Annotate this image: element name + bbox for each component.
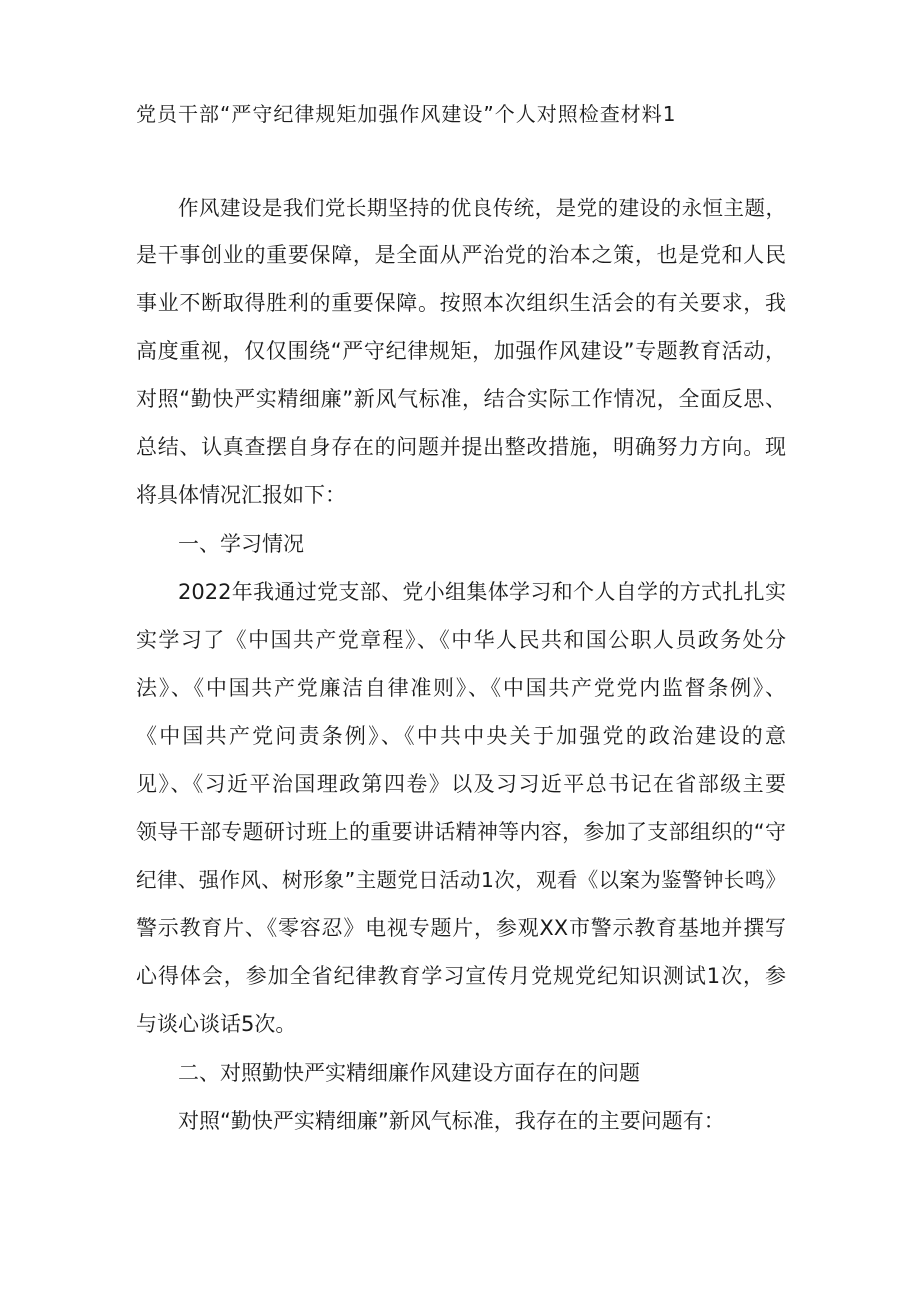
section-heading-problems: 二、对照勤快严实精细廉作风建设方面存在的问题 [178, 1061, 640, 1085]
paragraph-line: 作风建设是我们党长期坚持的优良传统，是党的建设的永恒主题， [178, 196, 786, 220]
paragraph-line: 心得体会，参加全省纪律教育学习宣传月党规党纪知识测试1次，参 [136, 964, 786, 988]
paragraph-line: 是干事创业的重要保障，是全面从严治党的治本之策，也是党和人民 [136, 243, 786, 267]
paragraph-line: 警示教育片、《零容忍》电视专题片，参观XX市警示教育基地并撰写 [136, 916, 786, 940]
paragraph-line: 见》、《习近平治国理政第四卷》以及习习近平总书记在省部级主要 [136, 772, 786, 796]
section-heading-study: 一、学习情况 [178, 532, 304, 556]
paragraph-line: 实学习了《中国共产党章程》、《中华人民共和国公职人员政务处分 [136, 628, 786, 652]
document-title: 党员干部“严守纪律规矩加强作风建设”个人对照检查材料1 [136, 102, 677, 126]
paragraph-line: 总结、认真查摆自身存在的问题并提出整改措施，明确努力方向。现 [136, 435, 786, 459]
paragraph-line: 事业不断取得胜利的重要保障。按照本次组织生活会的有关要求，我 [136, 291, 786, 315]
paragraph-line: 纪律、强作风、树形象”主题党日活动1次，观看《以案为鉴警钟长鸣》 [136, 868, 786, 892]
paragraph-line: 2022年我通过党支部、党小组集体学习和个人自学的方式扎扎实 [178, 580, 786, 604]
paragraph-line: 法》、《中国共产党廉洁自律准则》、《中国共产党党内监督条例》、 [136, 676, 786, 700]
paragraph-line: 与谈心谈话5次。 [136, 1012, 297, 1036]
paragraph-line: 对照“勤快严实精细廉”新风气标准，我存在的主要问题有： [178, 1109, 725, 1133]
paragraph-line: 将具体情况汇报如下： [136, 483, 346, 507]
paragraph-line: 领导干部专题研讨班上的重要讲话精神等内容，参加了支部组织的“守 [136, 820, 786, 844]
paragraph-line: 《中国共产党问责条例》、《中共中央关于加强党的政治建设的意 [136, 724, 786, 748]
paragraph-line: 对照“勤快严实精细廉”新风气标准，结合实际工作情况，全面反思、 [136, 387, 786, 411]
paragraph-line: 高度重视，仅仅围绕“严守纪律规矩，加强作风建设”专题教育活动， [136, 339, 786, 363]
